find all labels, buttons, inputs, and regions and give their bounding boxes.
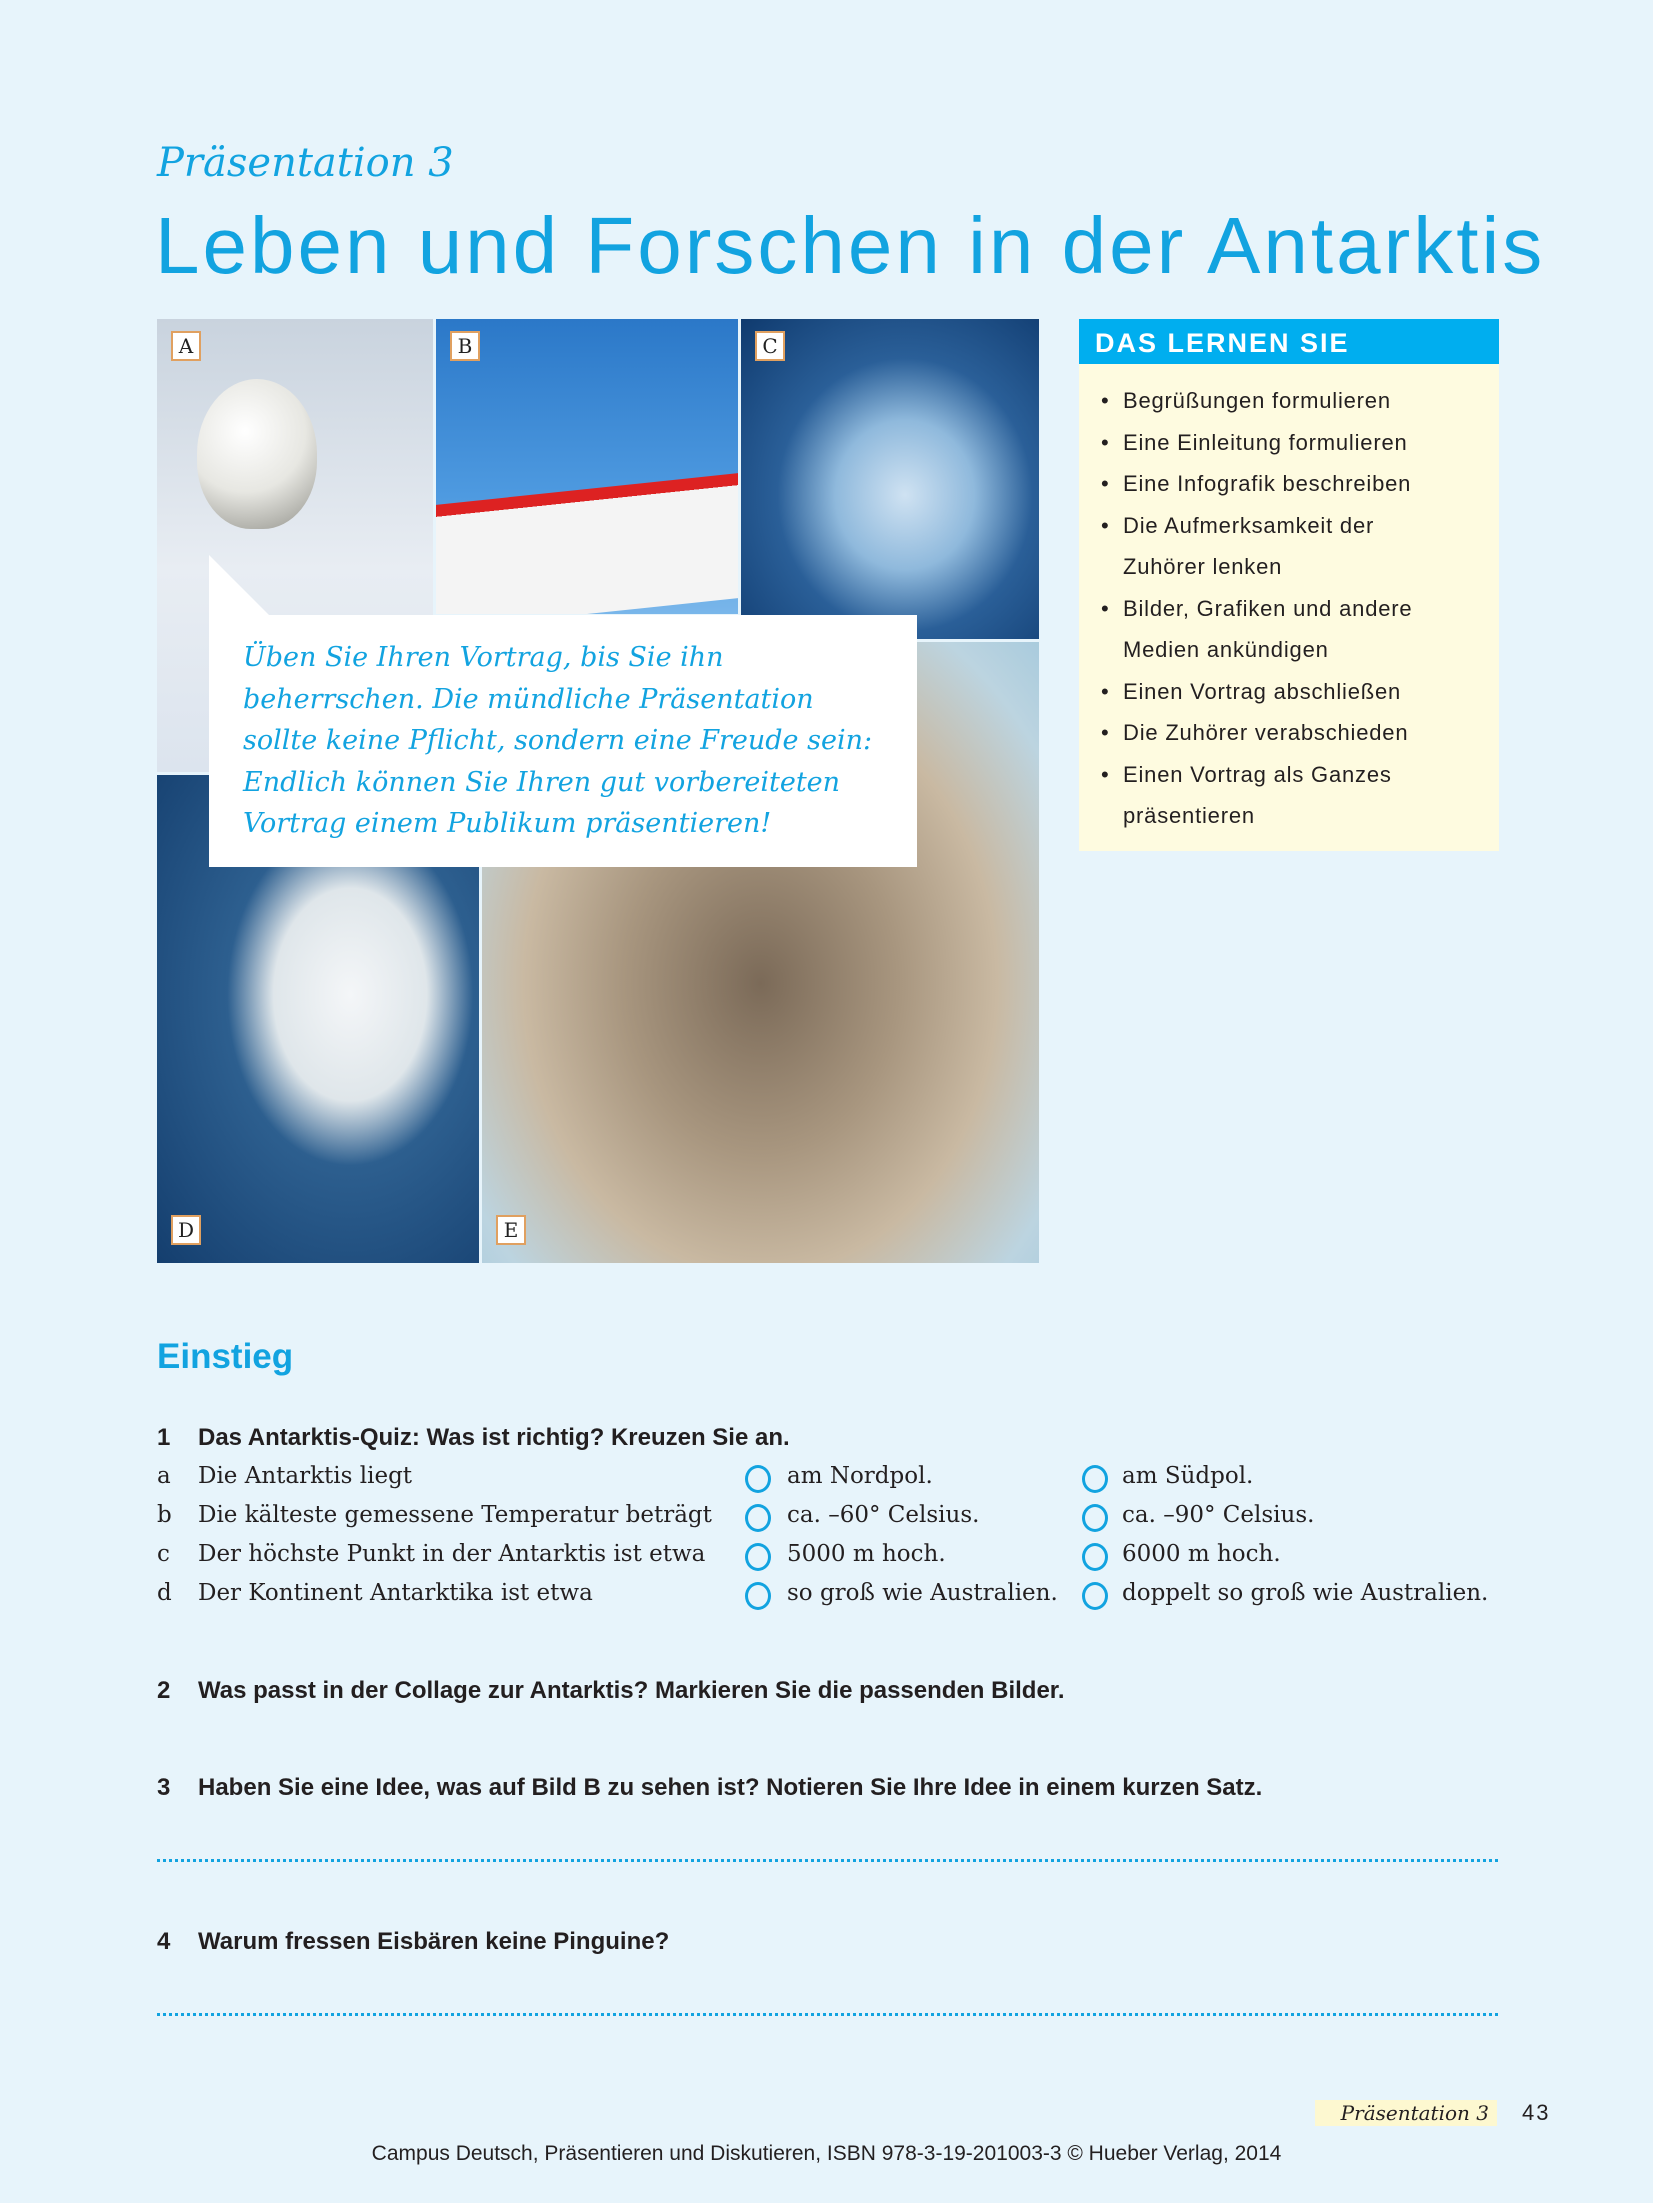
quiz-question: Die kälteste gemessene Temperatur beträgt	[198, 1502, 712, 1528]
answer-line-3[interactable]	[157, 1859, 1498, 1862]
tip-callout	[209, 615, 917, 867]
task-number: 4	[157, 1928, 171, 1955]
radio-option-2[interactable]	[1082, 1504, 1108, 1532]
photo-antarctica-satellite	[741, 319, 1039, 639]
learning-goal: • Einen Vortrag als Ganzes präsentieren	[1103, 754, 1403, 837]
task-number: 2	[157, 1677, 171, 1704]
task-number: 3	[157, 1774, 171, 1801]
quiz-row-c	[157, 1541, 1557, 1577]
task-text: Das Antarktis-Quiz: Was ist richtig? Kreuzen Sie an.	[198, 1424, 790, 1451]
callout-tail	[209, 555, 269, 615]
quiz-option-1: 5000 m hoch.	[787, 1541, 946, 1567]
learning-goals-box	[1079, 319, 1499, 851]
page-number: 43	[1522, 2100, 1551, 2125]
radio-option-1[interactable]	[745, 1465, 771, 1493]
chapter-kicker: Präsentation 3	[157, 140, 454, 186]
quiz-option-2: ca. –90° Celsius.	[1122, 1502, 1315, 1528]
photo-research-station	[436, 319, 738, 614]
copyright: Campus Deutsch, Präsentieren und Diskutieren, ISBN 978-3-19-201003-3 © Hueber Verlag, 2014	[371, 2142, 1282, 2165]
section-heading: Einstieg	[157, 1337, 294, 1376]
quiz-option-1: so groß wie Australien.	[787, 1580, 1058, 1606]
quiz-letter: a	[157, 1463, 171, 1489]
radio-option-2[interactable]	[1082, 1465, 1108, 1493]
learning-goal: • Die Zuhörer verabschieden	[1103, 712, 1487, 754]
tip-text: Üben Sie Ihren Vortrag, bis Sie ihn beherrschen. Die mündliche Präsentation sollte keine Pflicht, sondern eine Freude sein: Endlich können Sie Ihren gut vorbereiteten Vortrag einem Publikum präsentieren!	[243, 642, 873, 839]
footer-section: Präsentation 3	[1315, 2100, 1497, 2126]
radio-option-2[interactable]	[1082, 1543, 1108, 1571]
radio-option-1[interactable]	[745, 1543, 771, 1571]
learning-goal: • Eine Einleitung formulieren	[1103, 422, 1487, 464]
radio-option-1[interactable]	[745, 1504, 771, 1532]
radio-option-2[interactable]	[1082, 1582, 1108, 1610]
answer-line-4[interactable]	[157, 2013, 1498, 2016]
quiz-option-2: doppelt so groß wie Australien.	[1122, 1580, 1489, 1606]
quiz-letter: c	[157, 1541, 170, 1567]
quiz-row-a	[157, 1463, 1557, 1499]
learning-goal: • Eine Infografik beschreiben	[1103, 463, 1487, 505]
radio-option-1[interactable]	[745, 1582, 771, 1610]
quiz-question: Die Antarktis liegt	[198, 1463, 413, 1489]
quiz-row-d	[157, 1580, 1557, 1616]
image-label-d: D	[171, 1215, 201, 1245]
learning-goal: • Bilder, Grafiken und andere Medien ankündigen	[1103, 588, 1423, 671]
image-label-b: B	[450, 331, 480, 361]
quiz-row-b	[157, 1502, 1557, 1538]
quiz-letter: d	[157, 1580, 172, 1606]
quiz-option-1: am Nordpol.	[787, 1463, 933, 1489]
task-text: Was passt in der Collage zur Antarktis? Markieren Sie die passenden Bilder.	[198, 1677, 1065, 1704]
image-label-a: A	[171, 331, 201, 361]
task-text: Haben Sie eine Idee, was auf Bild B zu sehen ist? Notieren Sie Ihre Idee in einem kurzen Satz.	[198, 1774, 1263, 1801]
image-label-e: E	[496, 1215, 526, 1245]
task-number: 1	[157, 1424, 171, 1451]
quiz-question: Der Kontinent Antarktika ist etwa	[198, 1580, 593, 1606]
quiz-letter: b	[157, 1502, 172, 1528]
quiz-question: Der höchste Punkt in der Antarktis ist etwa	[198, 1541, 706, 1567]
quiz-option-2: am Südpol.	[1122, 1463, 1254, 1489]
page-title: Leben und Forschen in der Antarktis	[155, 201, 1546, 290]
task-text: Warum fressen Eisbären keine Pinguine?	[198, 1928, 670, 1955]
image-label-c: C	[755, 331, 785, 361]
learning-goal: • Einen Vortrag abschließen	[1103, 671, 1487, 713]
learning-goals-title: DAS LERNEN SIE	[1079, 319, 1499, 364]
learning-goal: • Begrüßungen formulieren	[1103, 380, 1487, 422]
quiz-option-2: 6000 m hoch.	[1122, 1541, 1281, 1567]
quiz-option-1: ca. –60° Celsius.	[787, 1502, 980, 1528]
learning-goal: • Die Aufmerksamkeit der Zuhörer lenken	[1103, 505, 1403, 588]
